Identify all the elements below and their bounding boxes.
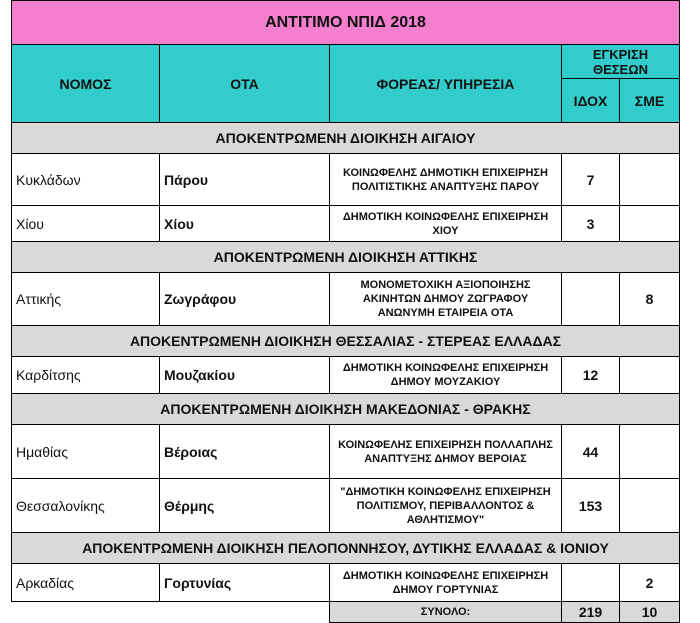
total-idox: 219 [562, 602, 620, 623]
sme-cell: 8 [620, 273, 680, 326]
idox-cell: 153 [562, 479, 620, 533]
ota-cell: Πάρου [160, 154, 330, 206]
foreas-cell: ΜΟΝΟΜΕΤΟΧΙΚΗ ΑΞΙΟΠΟΙΗΣΗΣ ΑΚΙΝΗΤΩΝ ΔΗΜΟΥ ΖΩΓΡΑΦΟΥ ΑΝΩΝΥΜΗ ΕΤΑΙΡΕΙΑ ΟΤΑ [330, 273, 562, 326]
ota-cell: Θέρμης [160, 479, 330, 533]
table-row [12, 425, 680, 479]
nomos-cell: Αρκαδίας [12, 564, 160, 602]
foreas-cell: ΚΟΙΝΩΦΕΛΗΣ ΕΠΙΧΕΙΡΗΣΗ ΠΟΛΛΑΠΛΗΣ ΑΝΑΠΤΥΞΗΣ ΔΗΜΟΥ ΒΕΡΟΙΑΣ [330, 425, 562, 479]
header-ota: ΟΤΑ [160, 45, 330, 123]
header-nomos: ΝΟΜΟΣ [12, 45, 160, 123]
foreas-cell: ΚΟΙΝΩΦΕΛΗΣ ΔΗΜΟΤΙΚΗ ΕΠΙΧΕΙΡΗΣΗ ΠΟΛΙΤΙΣΤΙΚΗΣ ΑΝΑΠΤΥΞΗΣ ΠΑΡΟΥ [330, 154, 562, 206]
total-sme: 10 [620, 602, 680, 623]
ota-cell: Χίου [160, 206, 330, 242]
idox-cell: 7 [562, 154, 620, 206]
table-row [12, 357, 680, 394]
section-title: ΑΠΟΚΕΝΤΡΩΜΕΝΗ ΔΙΟΙΚΗΣΗ ΘΕΣΣΑΛΙΑΣ - ΣΤΕΡΕΑΣ ΕΛΛΑΔΑΣ [12, 326, 680, 357]
idox-cell: 12 [562, 357, 620, 394]
section-title: ΑΠΟΚΕΝΤΡΩΜΕΝΗ ΔΙΟΙΚΗΣΗ ΠΕΛΟΠΟΝΝΗΣΟΥ, ΔΥΤΙΚΗΣ ΕΛΛΑΔΑΣ & ΙΟΝΙΟΥ [12, 533, 680, 564]
nomos-cell: Χίου [12, 206, 160, 242]
header-egkrisi: ΕΓΚΡΙΣΗ ΘΕΣΕΩΝ [562, 45, 680, 79]
sme-cell: 2 [620, 564, 680, 602]
sme-cell [620, 425, 680, 479]
ota-cell: Μουζακίου [160, 357, 330, 394]
idox-cell [562, 564, 620, 602]
idox-cell: 3 [562, 206, 620, 242]
nomos-cell: Καρδίτσης [12, 357, 160, 394]
header-sme: ΣΜΕ [620, 79, 680, 123]
sme-cell [620, 357, 680, 394]
nomos-cell: Ημαθίας [12, 425, 160, 479]
table-title: ΑΝΤΙΤΙΜΟ ΝΠΙΔ 2018 [12, 1, 680, 45]
section-title: ΑΠΟΚΕΝΤΡΩΜΕΝΗ ΔΙΟΙΚΗΣΗ ΑΙΓΑΙΟΥ [12, 123, 680, 154]
header-idox: ΙΔΟΧ [562, 79, 620, 123]
nomos-cell: Κυκλάδων [12, 154, 160, 206]
table-row [12, 479, 680, 533]
nomos-cell: Θεσσαλονίκης [12, 479, 160, 533]
ota-cell: Βέροιας [160, 425, 330, 479]
positions-table [11, 0, 680, 623]
sme-cell [620, 479, 680, 533]
sme-cell [620, 206, 680, 242]
table-row [12, 154, 680, 206]
totals-row [12, 602, 680, 623]
section-title: ΑΠΟΚΕΝΤΡΩΜΕΝΗ ΔΙΟΙΚΗΣΗ ΑΤΤΙΚΗΣ [12, 242, 680, 273]
table-row [12, 564, 680, 602]
foreas-cell: ΔΗΜΟΤΙΚΗ ΚΟΙΝΩΦΕΛΗΣ ΕΠΙΧΕΙΡΗΣΗ ΔΗΜΟΥ ΜΟΥΖΑΚΙΟΥ [330, 357, 562, 394]
table-row [12, 273, 680, 326]
nomos-cell: Αττικής [12, 273, 160, 326]
total-label: ΣΥΝΟΛΟ: [330, 602, 562, 623]
header-foreas: ΦΟΡΕΑΣ/ ΥΠΗΡΕΣΙΑ [330, 45, 562, 123]
table-row [12, 206, 680, 242]
section-title: ΑΠΟΚΕΝΤΡΩΜΕΝΗ ΔΙΟΙΚΗΣΗ ΜΑΚΕΔΟΝΙΑΣ - ΘΡΑΚΗΣ [12, 394, 680, 425]
ota-cell: Γορτυνίας [160, 564, 330, 602]
sme-cell [620, 154, 680, 206]
foreas-cell: ΔΗΜΟΤΙΚΗ ΚΟΙΝΩΦΕΛΗΣ ΕΠΙΧΕΙΡΗΣΗ ΧΙΟΥ [330, 206, 562, 242]
foreas-cell: "ΔΗΜΟΤΙΚΗ ΚΟΙΝΩΦΕΛΗΣ ΕΠΙΧΕΙΡΗΣΗ ΠΟΛΙΤΙΣΜΟΥ, ΠΕΡΙΒΑΛΛΟΝΤΟΣ & ΑΘΛΗΤΙΣΜΟΥ" [330, 479, 562, 533]
idox-cell [562, 273, 620, 326]
ota-cell: Ζωγράφου [160, 273, 330, 326]
foreas-cell: ΔΗΜΟΤΙΚΗ ΚΟΙΝΩΦΕΛΗΣ ΕΠΙΧΕΙΡΗΣΗ ΔΗΜΟΥ ΓΟΡΤΥΝΙΑΣ [330, 564, 562, 602]
idox-cell: 44 [562, 425, 620, 479]
